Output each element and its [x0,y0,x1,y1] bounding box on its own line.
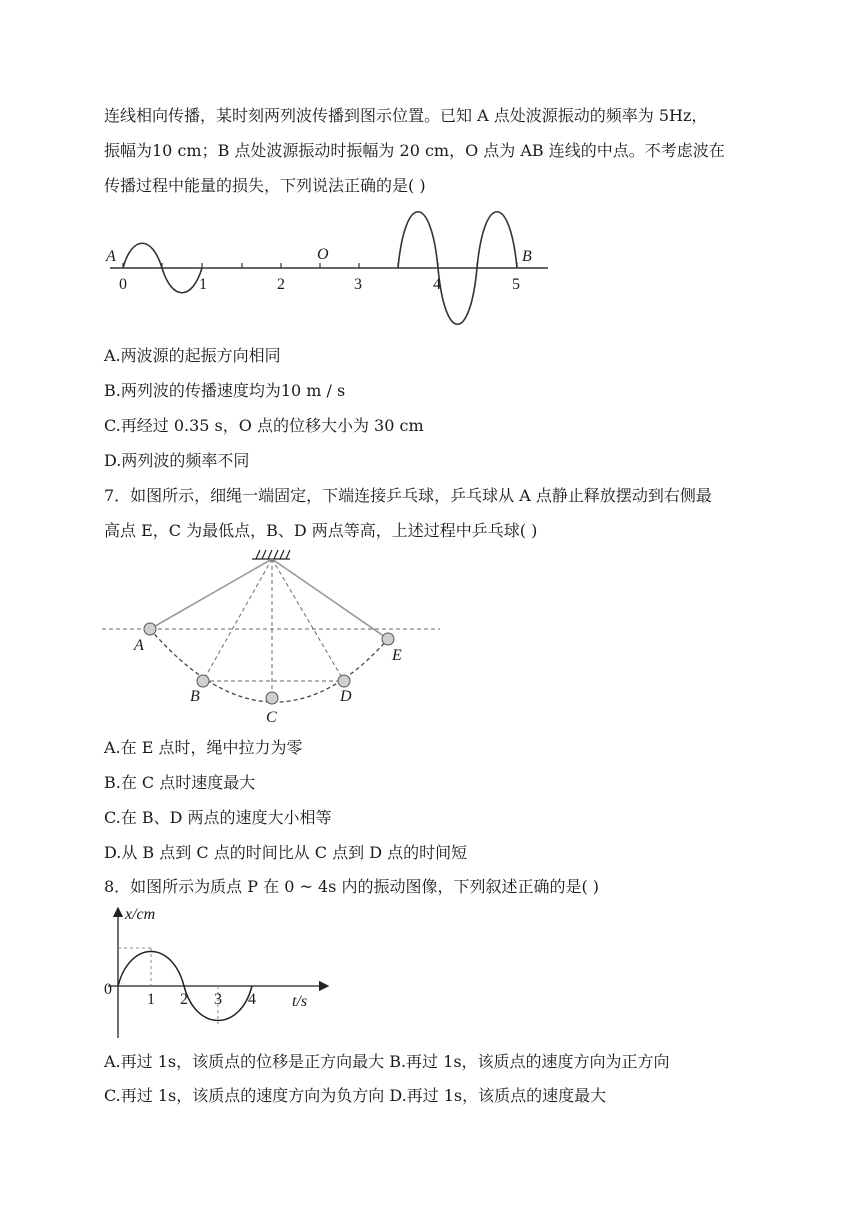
graph-x-label: t/s [292,993,308,1010]
q6-intro-line-2: 振幅为10 cm；B 点处波源振动时振幅为 20 cm，O 点为 AB 连线的中点。不考虑波在 [104,141,725,160]
pendulum-label-b: B [190,688,200,705]
graph-tick-1: 1 [147,991,155,1008]
pendulum-label-a: A [134,637,144,654]
q7-intro-line-2: 高点 E，C 为最低点，B、D 两点等高，上述过程中乒乓球( ) [104,521,538,540]
wave-tick-5: 5 [512,276,520,293]
wave-label-a: A [106,248,116,265]
pendulum-label-c: C [266,709,277,726]
q8-intro-line-1: 8．如图所示为质点 P 在 0 ~ 4s 内的振动图像，下列叙述正确的是( ) [104,877,600,896]
graph-tick-3: 3 [214,991,222,1008]
q6-intro-line-1: 连线相向传播，某时刻两列波传播到图示位置。已知 A 点处波源振动的频率为 5Hz， [104,106,708,125]
pendulum-label-e: E [392,647,402,664]
wave-tick-4: 4 [433,276,441,293]
q7-option-a: A.在 E 点时，绳中拉力为零 [104,738,303,757]
string-to-e [272,559,388,639]
string-to-a [150,559,272,629]
graph-tick-2: 2 [180,991,188,1008]
q7-option-c: C.在 B、D 两点的速度大小相等 [104,808,332,827]
wave-label-o: O [317,246,329,263]
q6-option-c: C.再经过 0.35 s，O 点的位移大小为 30 cm [104,416,424,435]
graph-tick-4: 4 [248,991,256,1008]
wave-figure [100,205,560,335]
q7-option-d: D.从 B 点到 C 点的时间比从 C 点到 D 点的时间短 [104,843,468,862]
vibration-graph [100,900,340,1045]
q8-options-line-2: C.再过 1s，该质点的速度方向为负方向 D.再过 1s，该质点的速度最大 [104,1086,607,1105]
q6-option-b: B.两列波的传播速度均为10 m / s [104,381,346,400]
wave-tick-1: 1 [199,276,207,293]
pendulum-figure [100,545,450,730]
ball-markers [144,623,394,704]
q6-option-d: D.两列波的频率不同 [104,451,250,470]
q8-options-line-1: A.再过 1s，该质点的位移是正方向最大 B.再过 1s，该质点的速度方向为正方向 [104,1052,670,1071]
pendulum-label-d: D [340,688,352,705]
wave-tick-0: 0 [119,276,127,293]
q6-option-a: A.两波源的起振方向相同 [104,346,281,365]
q7-option-b: B.在 C 点时速度最大 [104,773,256,792]
wave-tick-3: 3 [354,276,362,293]
wave-tick-marks [123,263,517,268]
pendulum-ceiling [252,550,290,559]
graph-y-label: x/cm [125,906,156,923]
q6-intro-line-3: 传播过程中能量的损失，下列说法正确的是( ) [104,176,426,195]
graph-origin-label: 0 [104,981,112,998]
swing-arc [150,629,388,702]
q7-intro-line-1: 7．如图所示，细绳一端固定，下端连接乒乓球，乒乓球从 A 点静止释放摆动到右侧最 [104,486,712,505]
wave-tick-2: 2 [277,276,285,293]
wave-label-b: B [522,248,532,265]
